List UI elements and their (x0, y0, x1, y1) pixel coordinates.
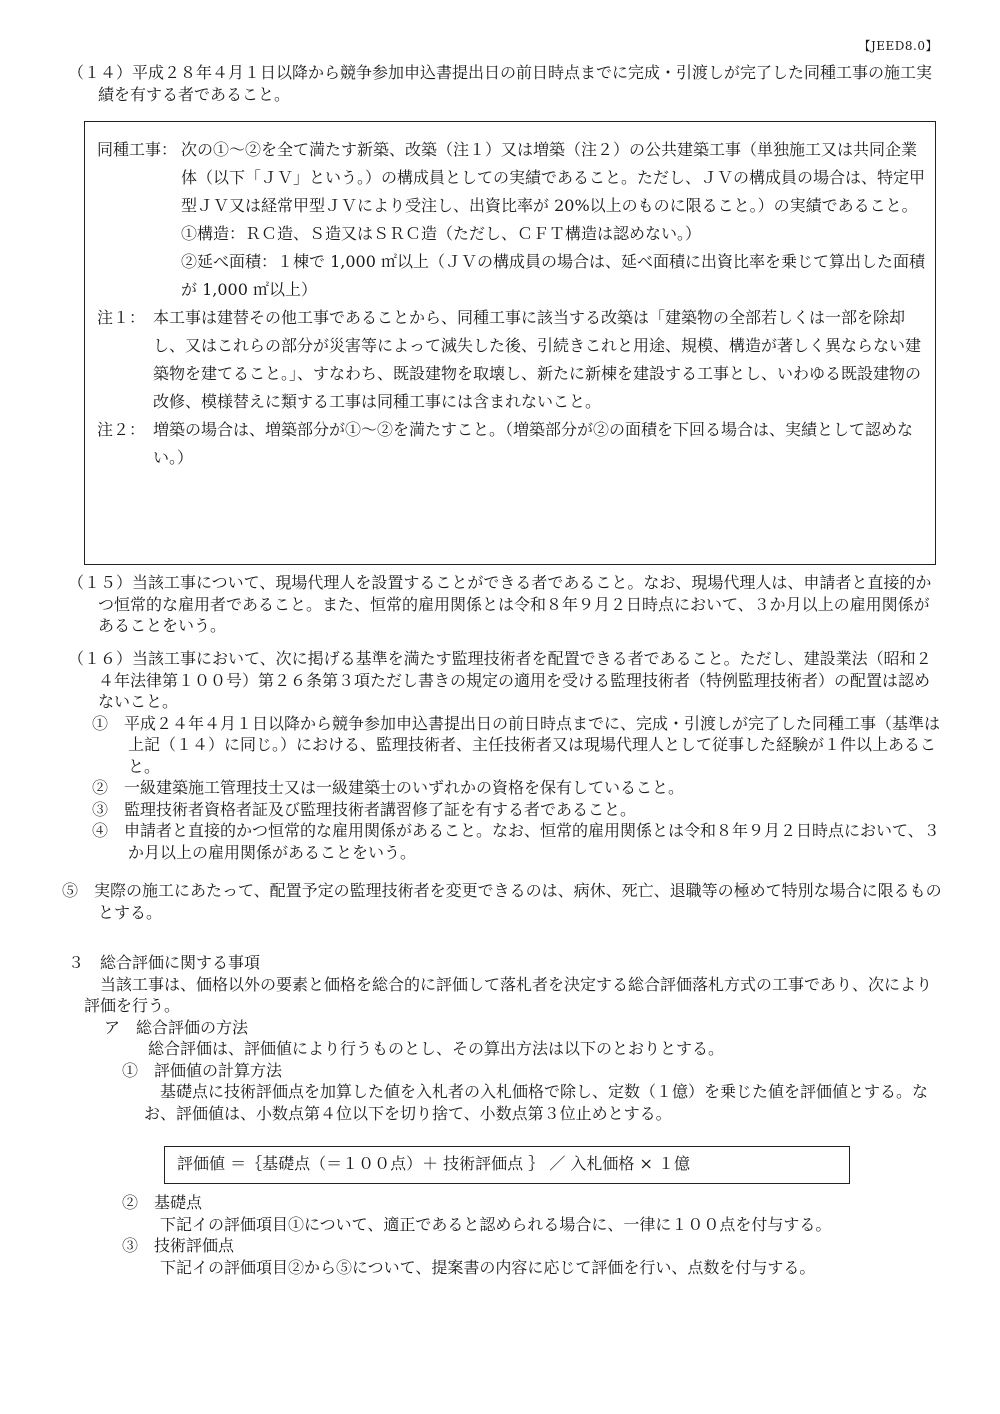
evaluation-formula: 評価値 ＝｛基礎点（＝１００点）＋ 技術評価点 ｝ ／ 入札価格 × １億 (164, 1146, 850, 1184)
criterion-floor-area: ②延べ面積：１棟で 1,000 ㎡以上（ＪＶの構成員の場合は、延べ面積に出資比率を乗じて算出した面積が 1,000 ㎡以上） (181, 252, 925, 299)
item-16-sub-5-block (62, 880, 944, 923)
note-2 (97, 416, 925, 472)
item-16-text: （１６）当該工事において、次に掲げる基準を満たす監理技術者を配置できる者であること。ただし、建設業法（昭和２４年法律第１００号）第２６条第３項ただし書きの規定の適用を受ける監理技術者（特例監理技術者）の配置は認めないこと。 (68, 649, 932, 711)
section-3-intro: 当該工事は、価格以外の要素と価格を総合的に評価して落札者を決定する総合評価落札方式の工事であり、次により評価を行う。 (84, 974, 933, 1015)
note-1-text: 本工事は建替その他工事であることから、同種工事に該当する改築は「建築物の全部若しくは一部を除却し、又はこれらの部分が災害等によって滅失した後、引続きこれと用途、規模、構造が著しく異ならない建築物を建てること。」、すなわち、既設建物を取壊し、新たに新棟を建設する工事とし、いわゆる既設建物の改修、模様替えに類する工事は同種工事には含まれないこと。 (153, 308, 922, 411)
item-16-sub-5: ⑤ 実際の施工にあたって、配置予定の監理技術者を変更できるのは、病休、死亡、退職等の極めて特別な場合に限るものとする。 (62, 881, 942, 922)
section-3 (68, 952, 944, 1124)
similar-work-text: 次の①～②を全て満たす新築、改築（注１）又は増築（注２）の公共建築工事（単独施工又は共同企業体（以下「ＪＶ」という。）の構成員としての実績であること。ただし、ＪＶの構成員の場合は、特定甲型ＪＶ又は経常甲型ＪＶにより受注し、出資比率が 20%以上のものに限ること。）の実績であること。 (181, 140, 926, 215)
item-16-sub-2: ② 一級建築施工管理技士又は一級建築士のいずれかの資格を保有していること。 (92, 778, 685, 797)
criterion-structure: ①構造：ＲＣ造、Ｓ造又はＳＲＣ造（ただし、ＣＦＴ構造は認めない。） (181, 224, 702, 243)
note-2-label: 注２： (97, 420, 146, 439)
item-16 (68, 648, 944, 863)
item-14 (68, 62, 944, 105)
method-2-text: 下記イの評価項目①について、適正であると認められる場合に、一律に１００点を付与する。 (160, 1214, 832, 1234)
subsection-a-text: 総合評価は、評価値により行うものとし、その算出方法は以下のとおりとする。 (148, 1039, 725, 1058)
item-16-sub-1: ① 平成２４年４月１日以降から競争参加申込書提出日の前日時点までに、完成・引渡しが完了した同種工事（基準は上記（１４）に同じ。）における、監理技術者、主任技術者又は現場代理人として従事した経験が１件以上あること。 (92, 713, 941, 776)
similar-work-term (97, 136, 925, 304)
subsection-a-heading: ア 総合評価の方法 (104, 1017, 249, 1037)
method-1-heading: ① 評価値の計算方法 (122, 1060, 283, 1080)
item-16-sub-3: ③ 監理技術者資格者証及び監理技術者講習修了証を有する者であること。 (92, 799, 637, 819)
note-2-text: 増築の場合は、増築部分が①～②を満たすこと。（増築部分が②の面積を下回る場合は、実績として認めない。） (153, 420, 914, 467)
note-1 (97, 304, 925, 416)
item-15-text: （１５）当該工事について、現場代理人を設置することができる者であること。なお、現場代理人は、申請者と直接的かつ恒常的な雇用者であること。また、恒常的雇用関係とは令和８年９月２日時点において、３か月以上の雇用関係があることをいう。 (68, 573, 932, 635)
section-3-continued (68, 1192, 944, 1278)
item-15 (68, 572, 944, 637)
note-1-label: 注１： (97, 308, 146, 327)
document-code: 【JEED8.0】 (858, 39, 938, 53)
method-3-heading: ③ 技術評価点 (122, 1236, 235, 1255)
similar-work-definition-box (84, 121, 936, 565)
item-14-text: （１４）平成２８年４月１日以降から競争参加申込書提出日の前日時点までに完成・引渡しが完了した同種工事の施工実績を有する者であること。 (68, 63, 933, 104)
section-3-heading: ３ 総合評価に関する事項 (68, 953, 261, 972)
method-1-text: 基礎点に技術評価点を加算した値を入札者の入札価格で除し、定数（１億）を乗じた値を評価値とする。なお、評価値は、小数点第４位以下を切り捨て、小数点第３位止めとする。 (144, 1082, 929, 1123)
item-16-sub-4: ④ 申請者と直接的かつ恒常的な雇用関係があること。なお、恒常的雇用関係とは令和８年９月２日時点において、３か月以上の雇用関係があることをいう。 (92, 821, 940, 862)
method-2-heading: ② 基礎点 (122, 1193, 203, 1212)
similar-work-label: 同種工事： (97, 140, 178, 159)
method-3-text: 下記イの評価項目②から⑤について、提案書の内容に応じて評価を行い、点数を付与する。 (160, 1257, 816, 1277)
